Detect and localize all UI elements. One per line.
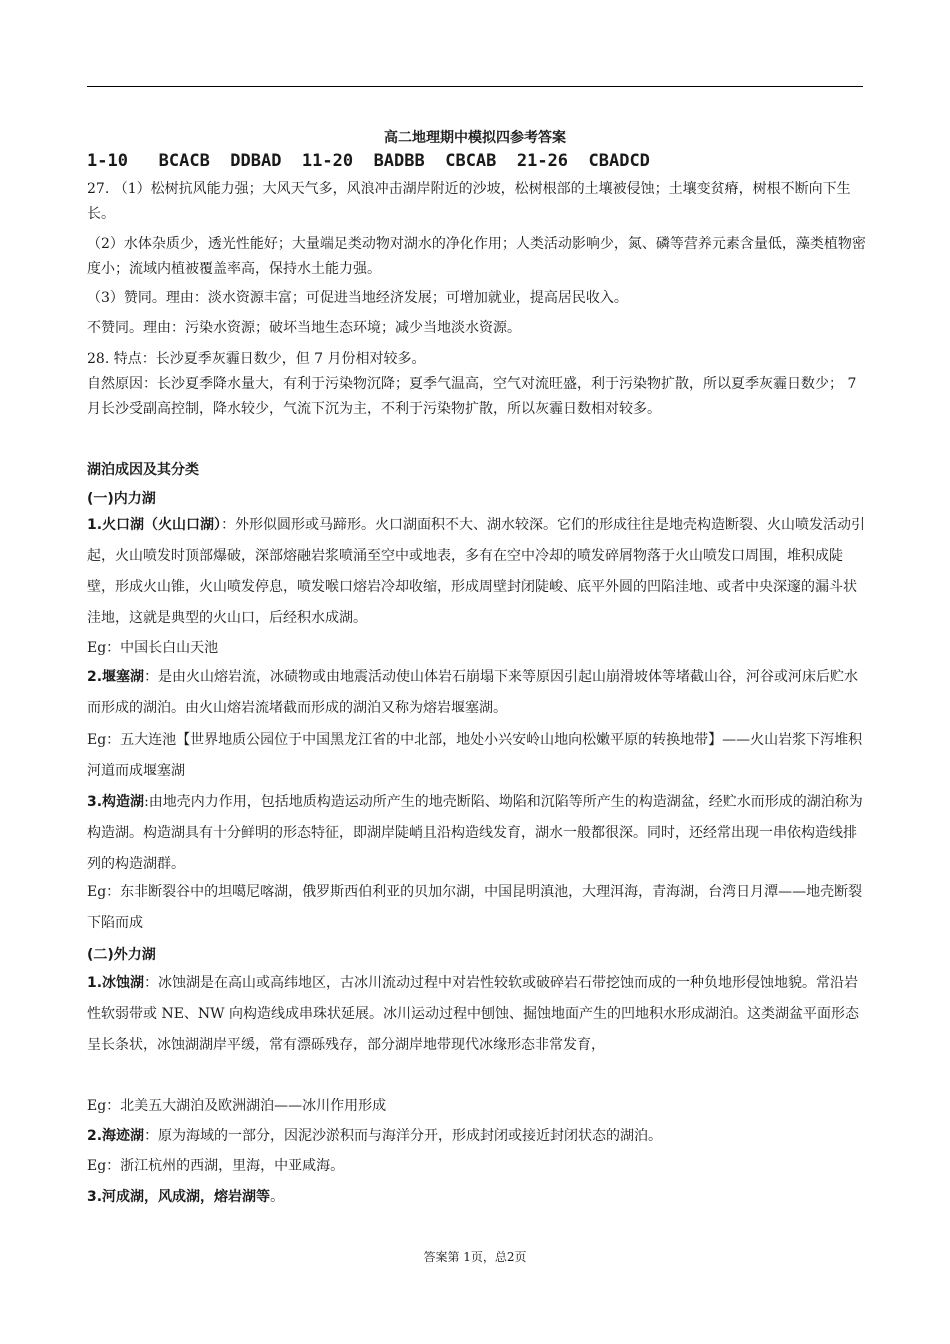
page-footer: 答案第 1页，总2页 xyxy=(423,1250,527,1264)
glacial-lake-title: 1.冰蚀湖 xyxy=(87,975,145,991)
q28-feature: 28. 特点：长沙夏季灰霾日数少，但 7 月份相对较多。 xyxy=(87,351,426,367)
tectonic-lake-paragraph xyxy=(87,787,867,880)
other-lakes-end: 。 xyxy=(270,1189,285,1205)
answer-key: 1-10 BCACB DDBAD 11-20 BADBB CBCAB 21-26 CBADCD xyxy=(87,151,650,171)
internal-lakes-heading: (一)内力湖 xyxy=(87,491,156,507)
glacial-lake-paragraph xyxy=(87,968,867,1061)
relict-lake-text: ：原为海域的一部分，因泥沙淤积而与海洋分开，形成封闭或接近封闭状态的湖泊。 xyxy=(144,1128,663,1144)
glacial-lake-example: Eg：北美五大湖泊及欧洲湖泊——冰川作用形成 xyxy=(87,1098,387,1114)
q27-part2: （2）水体杂质少，透光性能好；大量端足类动物对湖水的净化作用；人类活动影响少，氮、磷等营养元素含量低，藻类植物密度小；流域内植被覆盖率高，保持水土能力强。 xyxy=(87,236,866,277)
page-title: 高二地理期中模拟四参考答案 xyxy=(384,130,566,146)
relict-lake-paragraph xyxy=(87,1124,867,1149)
dam-lake-example: Eg：五大连池【世界地质公园位于中国黑龙江省的中北部，地处小兴安岭山地向松嫩平原的转换地带】——火山岩浆下泻堆积河道而成堰塞湖 xyxy=(87,732,863,779)
tectonic-lake-text: :由地壳内力作用，包括地质构造运动所产生的地壳断陷、坳陷和沉陷等所产生的构造湖盆，经贮水而形成的湖泊称为构造湖。构造湖具有十分鲜明的形态特征，即湖岸陡峭且沿构造线发育，湖水一般都很深。同时，还经常出现一串依构造线排列的构造湖群。 xyxy=(87,794,863,872)
q27-part4: 不赞同。理由：污染水资源；破坏当地生态环境；减少当地淡水资源。 xyxy=(87,320,521,336)
header-rule xyxy=(87,86,863,87)
tectonic-lake-example: Eg：东非断裂谷中的坦噶尼喀湖，俄罗斯西伯利亚的贝加尔湖，中国昆明滇池，大理洱海，青海湖，台湾日月潭——地壳断裂下陷而成 xyxy=(87,884,863,931)
dam-lake-paragraph xyxy=(87,662,867,724)
crater-lake-title: 1.火口湖（火山口湖） xyxy=(87,517,222,533)
q28-reason: 自然原因：长沙夏季降水量大，有利于污染物沉降；夏季气温高，空气对流旺盛，利于污染物扩散，所以夏季灰霾日数少； 7 月长沙受副高控制，降水较少，气流下沉为主，不利于污染物扩散，所以灰霾日数相对较多。 xyxy=(87,376,857,417)
dam-lake-text: ：是由火山熔岩流，冰碛物或由地震活动使山体岩石崩塌下来等原因引起山崩滑坡体等堵截山谷，河谷或河床后贮水而形成的湖泊。由火山熔岩流堵截而形成的湖泊又称为熔岩堰塞湖。 xyxy=(87,669,859,716)
q27-part3: （3）赞同。理由：淡水资源丰富；可促进当地经济发展；可增加就业，提高居民收入。 xyxy=(87,290,628,306)
glacial-lake-text: ：冰蚀湖是在高山或高纬地区，古冰川流动过程中对岩性较软或破碎岩石带挖蚀而成的一种负地形侵蚀地貌。常沿岩性软弱带或 NE、NW 向构造线成串珠状延展。冰川运动过程中刨蚀、掘蚀地面产生的凹地积水形成湖泊。这类湖盆平面形态呈长条状，冰蚀湖湖岸平缓，常有漂砾残存，部分湖岸地带现代冰缘形态非常发育， xyxy=(87,975,860,1053)
other-lakes-paragraph xyxy=(87,1185,867,1210)
tectonic-lake-title: 3.构造湖 xyxy=(87,794,145,810)
external-lakes-heading: (二)外力湖 xyxy=(87,947,156,963)
other-lakes-title: 3.河成湖，风成湖，熔岩湖等 xyxy=(87,1189,271,1205)
q27-part1: 27. （1）松树抗风能力强；大风天气多，风浪冲击湖岸附近的沙坡，松树根部的土壤被侵蚀；土壤变贫瘠，树根不断向下生长。 xyxy=(87,181,851,222)
crater-lake-example: Eg：中国长白山天池 xyxy=(87,640,219,656)
crater-lake-text: ：外形似圆形或马蹄形。火口湖面积不大、湖水较深。它们的形成往往是地壳构造断裂、火山喷发活动引起，火山喷发时顶部爆破，深部熔融岩浆喷涌至空中或地表，多有在空中冷却的喷发碎屑物落于火山喷发口周围，堆积成陡壁，形成火山锥，火山喷发停息，喷发喉口熔岩冷却收缩，形成周壁封闭陡峻、底平外圆的凹陷洼地、或者中央深邃的漏斗状洼地，这就是典型的火山口，后经积水成湖。 xyxy=(87,517,866,626)
dam-lake-title: 2.堰塞湖 xyxy=(87,669,145,685)
crater-lake-paragraph xyxy=(87,510,867,634)
lakes-heading: 湖泊成因及其分类 xyxy=(87,462,199,478)
relict-lake-example: Eg：浙江杭州的西湖，里海，中亚咸海。 xyxy=(87,1158,345,1174)
relict-lake-title: 2.海迹湖 xyxy=(87,1128,145,1144)
